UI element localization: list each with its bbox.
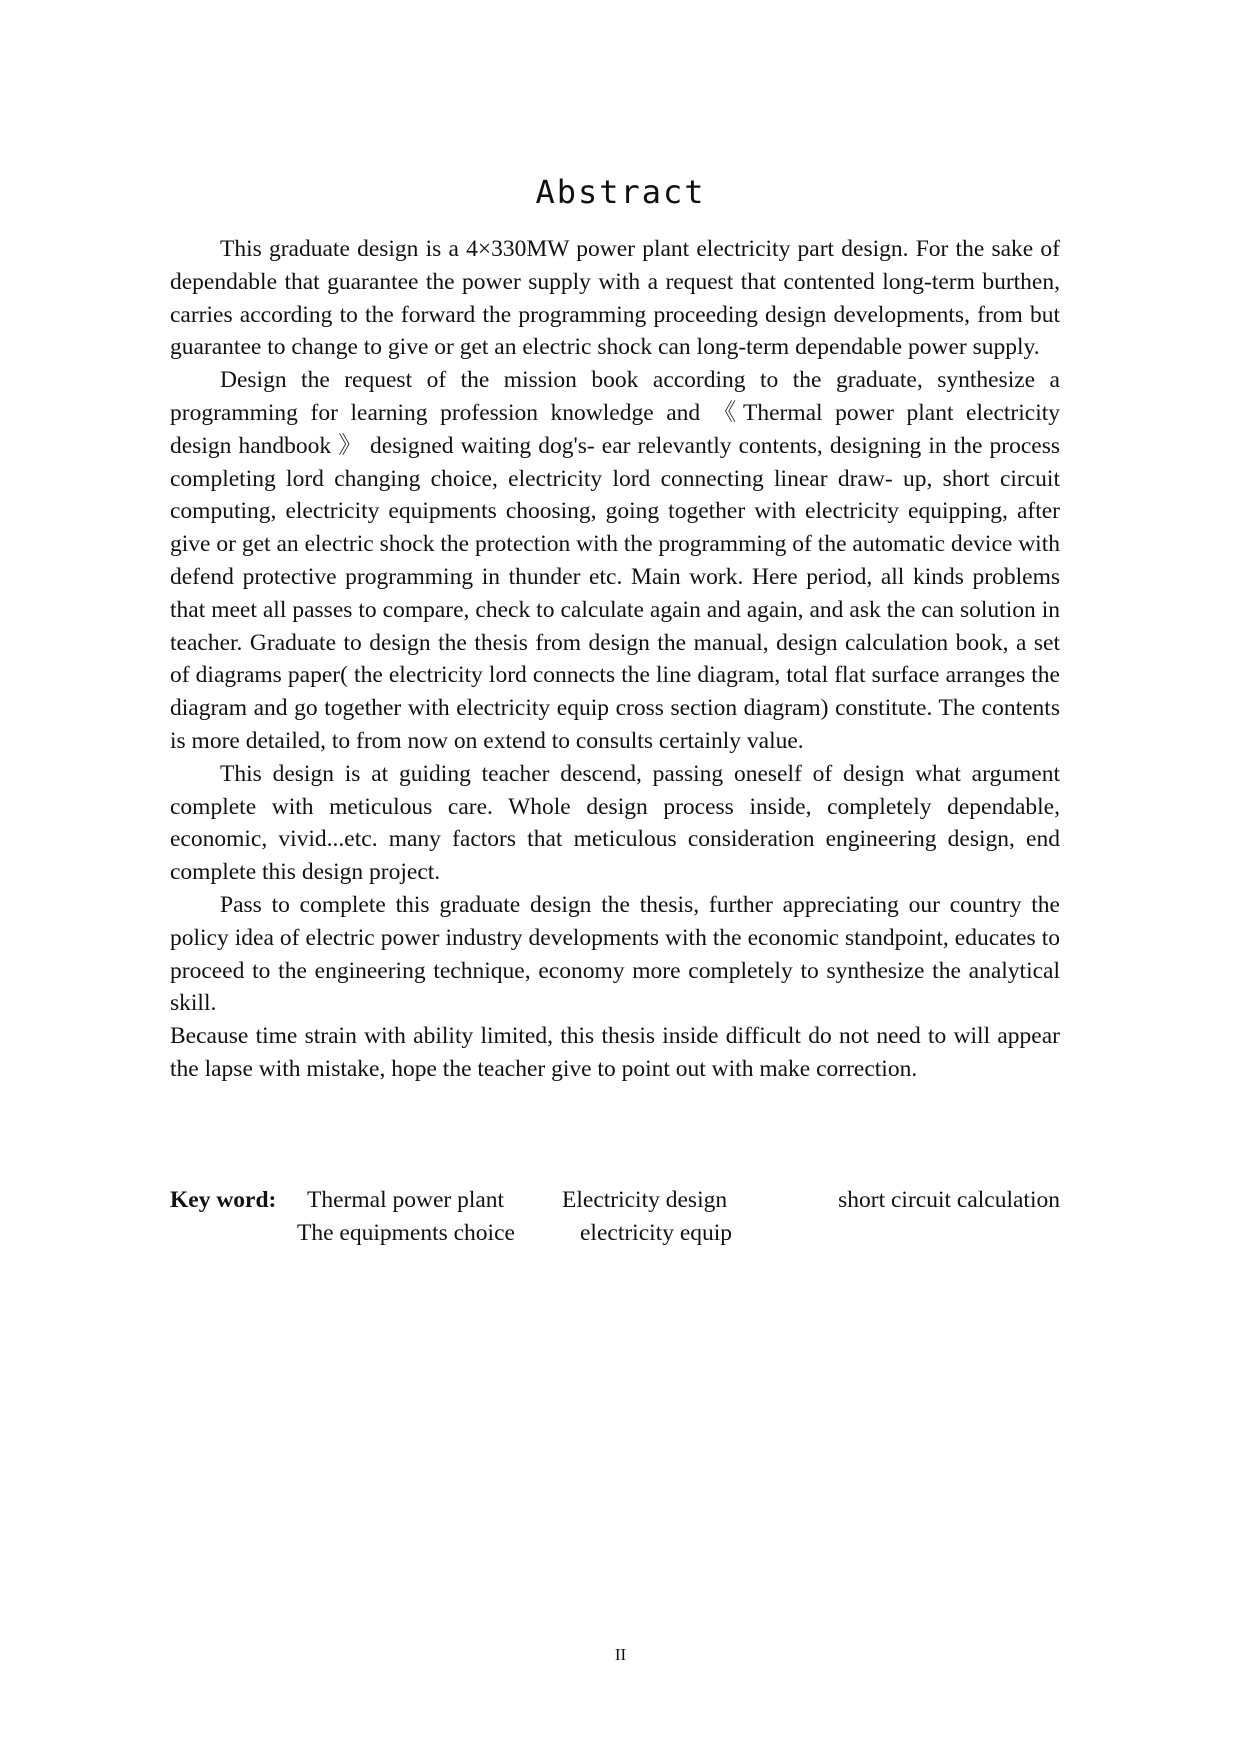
keyword-item: electricity equip <box>580 1220 733 1246</box>
abstract-paragraph-2: Design the request of the mission book according to the graduate, synthesize a programming for learning profession knowledge and 《Thermal power plant electricity design handbook 》 designed waiting dog's- ear relevantly contents, designing in the process completing lord changing choice, electricity lord connecting linear draw- up, short circuit computing, electricity equipments choosing, going together with electricity equipping, after give or get an electric shock the protection with the programming of the automatic device with defend protective programming in thunder etc. Main work. Here period, all kinds problems that meet all passes to compare, check to calculate again and again, and ask the can solution in teacher. Graduate to design the thesis from design the manual, design calculation book, a set of diagrams paper( the electricity lord connects the line diagram, total flat surface arranges the diagram and go together with electricity equip cross section diagram) constitute. The contents is more detailed, to from now on extend to consults certainly value. <box>170 367 1060 754</box>
abstract-body <box>170 233 1060 1086</box>
abstract-paragraph-3: This design is at guiding teacher descend, passing oneself of design what argument complete with meticulous care. Whole design process inside, completely dependable, economic, vivid...etc. many factors that meticulous consideration engineering design, end complete this design project. <box>170 760 1060 886</box>
abstract-paragraph-5: Because time strain with ability limited, this thesis inside difficult do not need to will appear the lapse with mistake, hope the teacher give to point out with make correction. <box>170 1023 1060 1082</box>
keywords-label: Key word: <box>170 1187 277 1213</box>
keyword-item: Thermal power plant <box>307 1187 505 1213</box>
keyword-item: short circuit calculation <box>838 1187 1060 1213</box>
page-title: Abstract <box>535 173 706 211</box>
abstract-paragraph-4: Pass to complete this graduate design the thesis, further appreciating our country the policy idea of electric power industry developments with the economic standpoint, educates to proceed to the engineering technique, economy more completely to synthesize the analytical skill. <box>170 891 1060 1017</box>
keyword-item: Electricity design <box>562 1187 728 1213</box>
page-number: II <box>614 1645 627 1664</box>
abstract-paragraph-1: This graduate design is a 4×330MW power plant electricity part design. For the sake of dependable that guarantee the power supply with a request that contented long-term burthen, carries according to the forward the programming proceeding design developments, from but guarantee to change to give or get an electric shock can long-term dependable power supply. <box>170 236 1060 361</box>
keyword-item: The equipments choice <box>297 1220 515 1246</box>
